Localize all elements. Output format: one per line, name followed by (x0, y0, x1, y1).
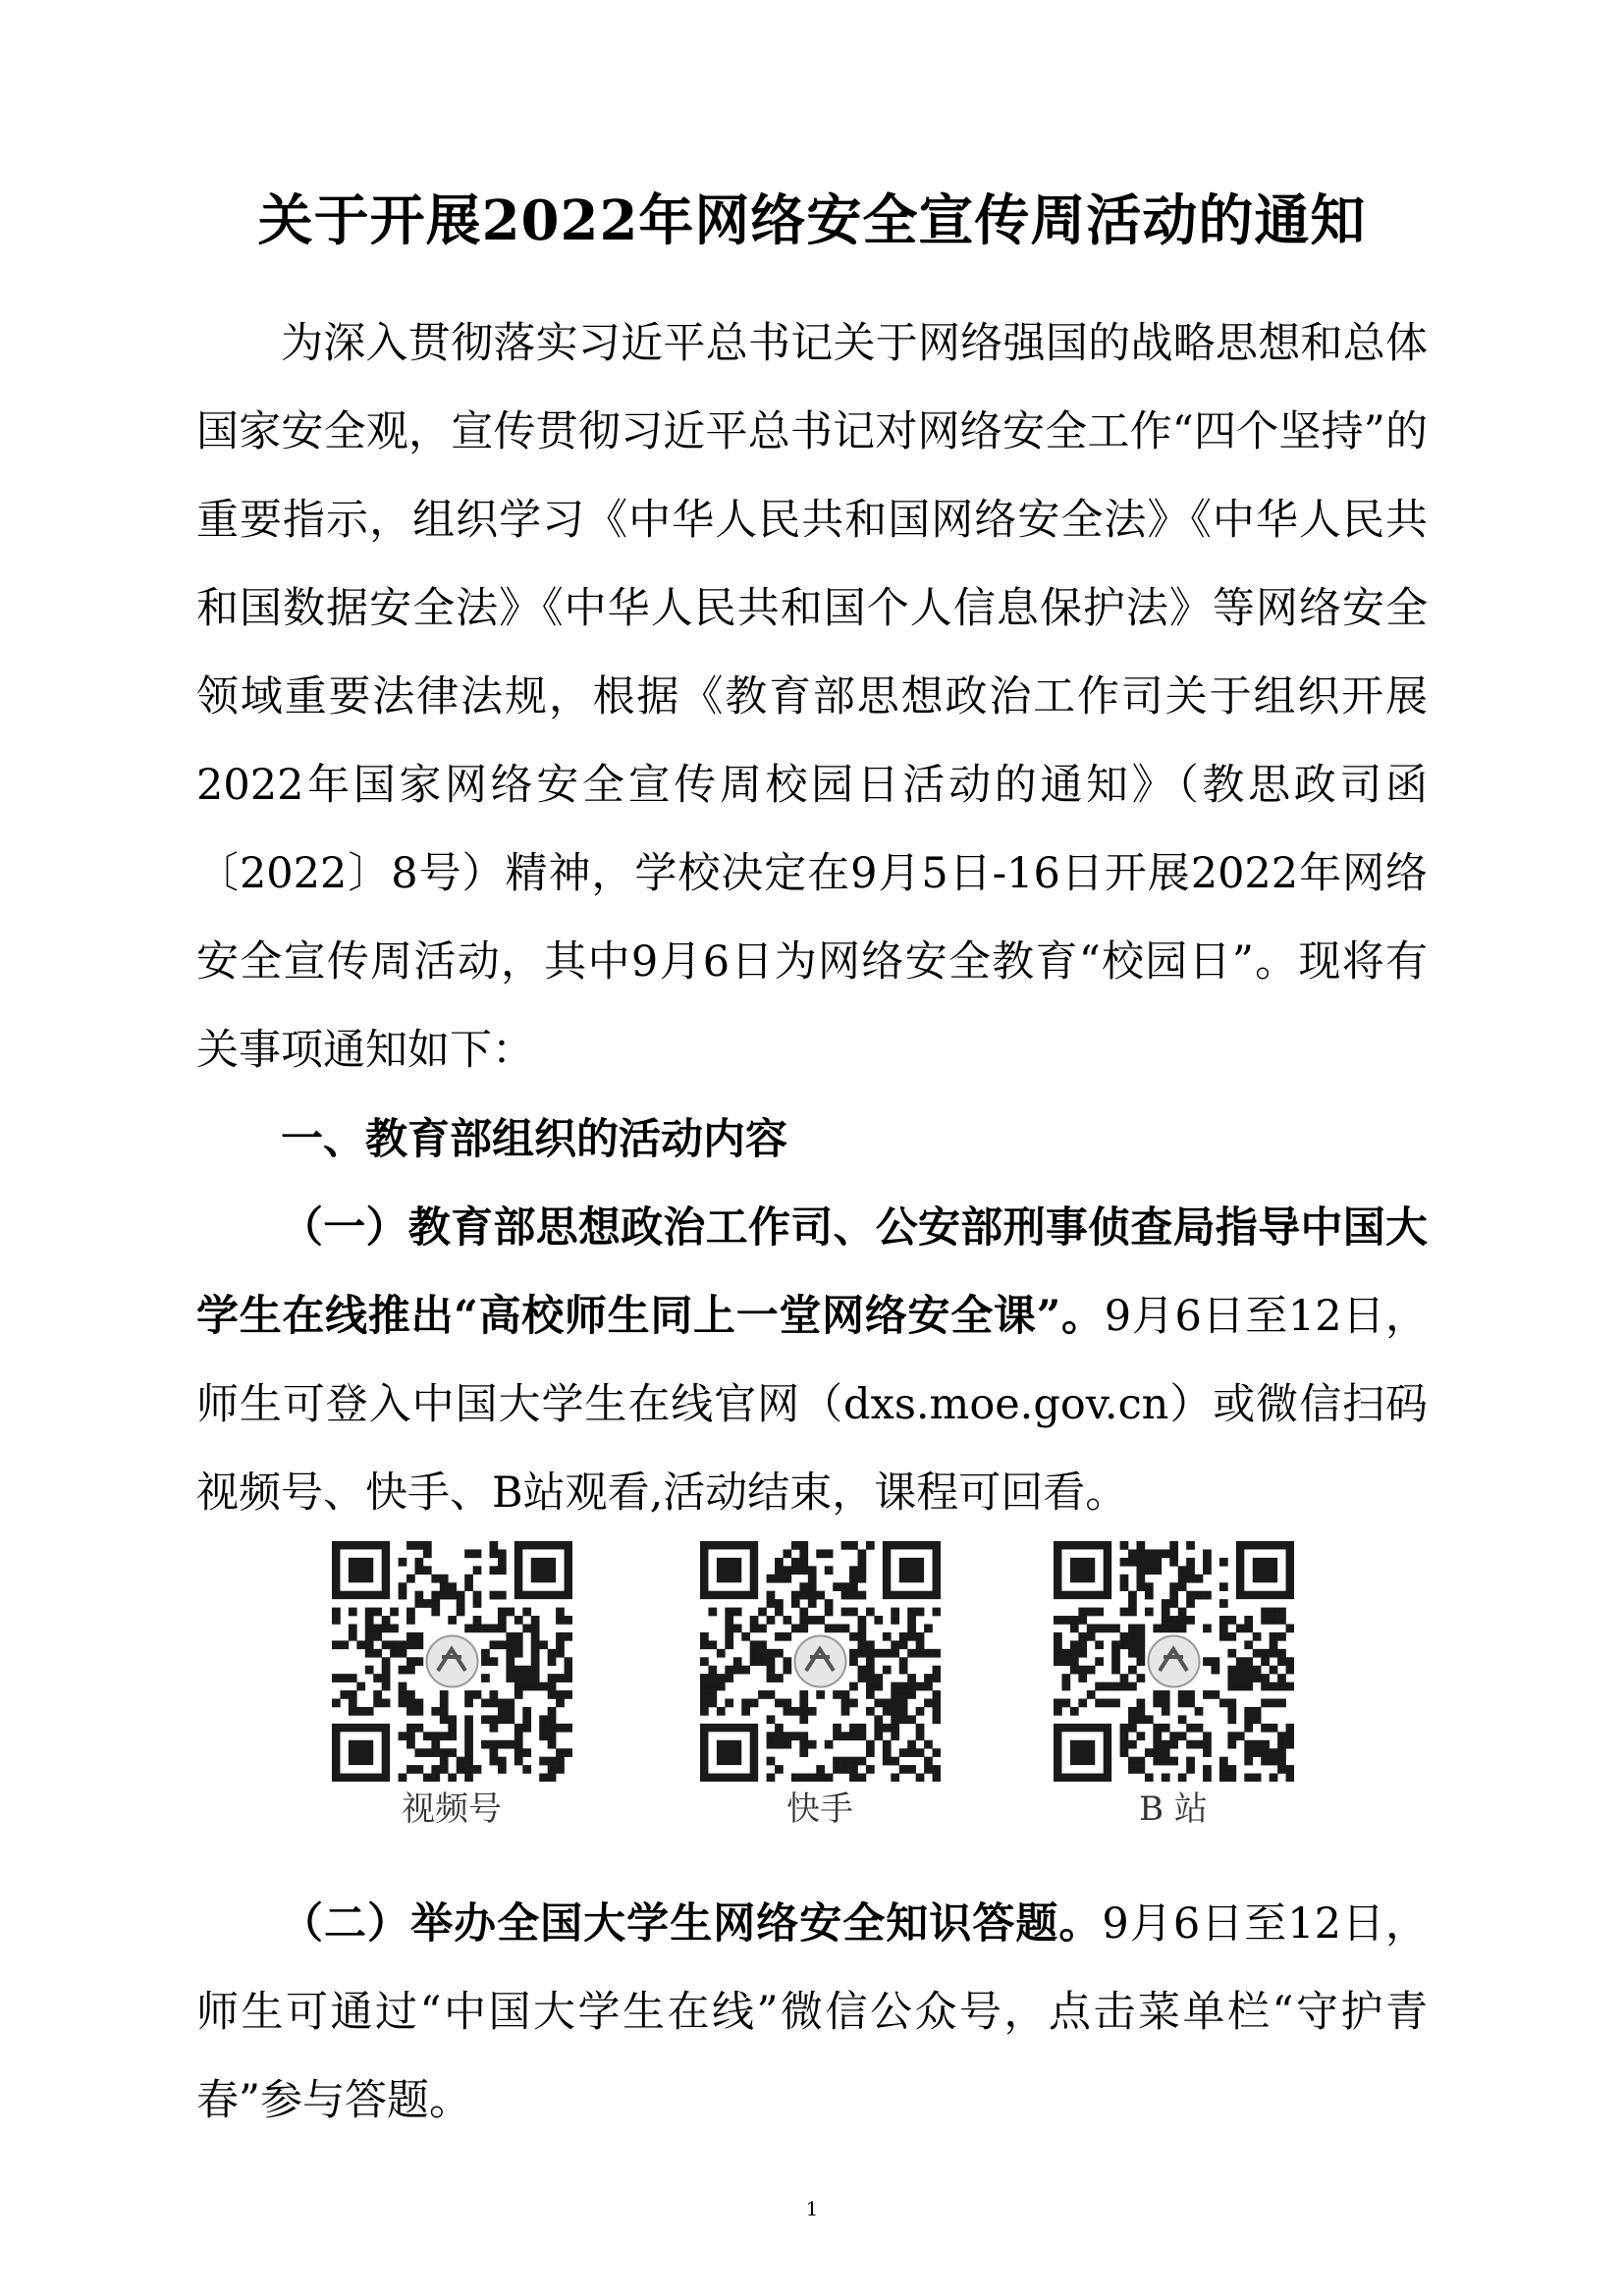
intro-paragraph: 为深入贯彻落实习近平总书记关于网络强国的战略思想和总体国家安全观，宣传贯彻习近平总书记对网络安全工作“四个坚持”的重要指示，组织学习《中华人民共和国网络安全法》《中华人民共和国数据安全法》《中华人民共和国个人信息保护法》等网络安全领域重要法律法规，根据《教育部思想政治工作司关于组织开展2022年国家网络安全宣传周校园日活动的通知》（教思政司函〔2022〕8号）精神，学校决定在9月5日-16日开展2022年网络安全宣传周活动，其中9月6日为网络安全教育“校园日”。现将有关事项通知如下： (196, 319, 1428, 1075)
qr-code-icon[interactable] (700, 1541, 941, 1782)
qr-code-icon[interactable] (1054, 1541, 1294, 1782)
page-number: 1 (805, 2197, 819, 2220)
item-1-paragraph (196, 1184, 1428, 1537)
qr-card-shipinhao (324, 1541, 579, 1860)
qr-label: 快手 (786, 1789, 853, 1829)
section-heading-1: 一、教育部组织的活动内容 (281, 1115, 787, 1164)
qr-label: 视频号 (402, 1789, 502, 1829)
item-2-body: 9月6日至12日，师生可通过“中国大学生在线”微信公众号，点击菜单栏“守护青春”参与答题。 (196, 1899, 1429, 2125)
qr-code-icon[interactable] (332, 1541, 572, 1782)
qr-card-kuaishou (692, 1541, 947, 1860)
item-2-paragraph (196, 1880, 1428, 2145)
qr-card-bilibili (1046, 1541, 1301, 1860)
qr-code-row (314, 1541, 1316, 1860)
qr-label: B 站 (1139, 1789, 1208, 1829)
item-1-body: 9月6日至12日，师生可登入中国大学生在线官网（dxs.moe.gov.cn）或微信扫码视频号、快手、B站观看,活动结束，课程可回看。 (196, 1292, 1429, 1518)
document-title: 关于开展2022年网络安全宣传周活动的通知 (257, 188, 1367, 253)
item-2-lead: （二）举办全国大学生网络安全知识答题。 (281, 1899, 1103, 1949)
item-1-lead: （一）教育部思想政治工作司、公安部刑事侦查局指导中国大学生在线推出“高校师生同上一堂网络安全课”。 (196, 1203, 1428, 1341)
